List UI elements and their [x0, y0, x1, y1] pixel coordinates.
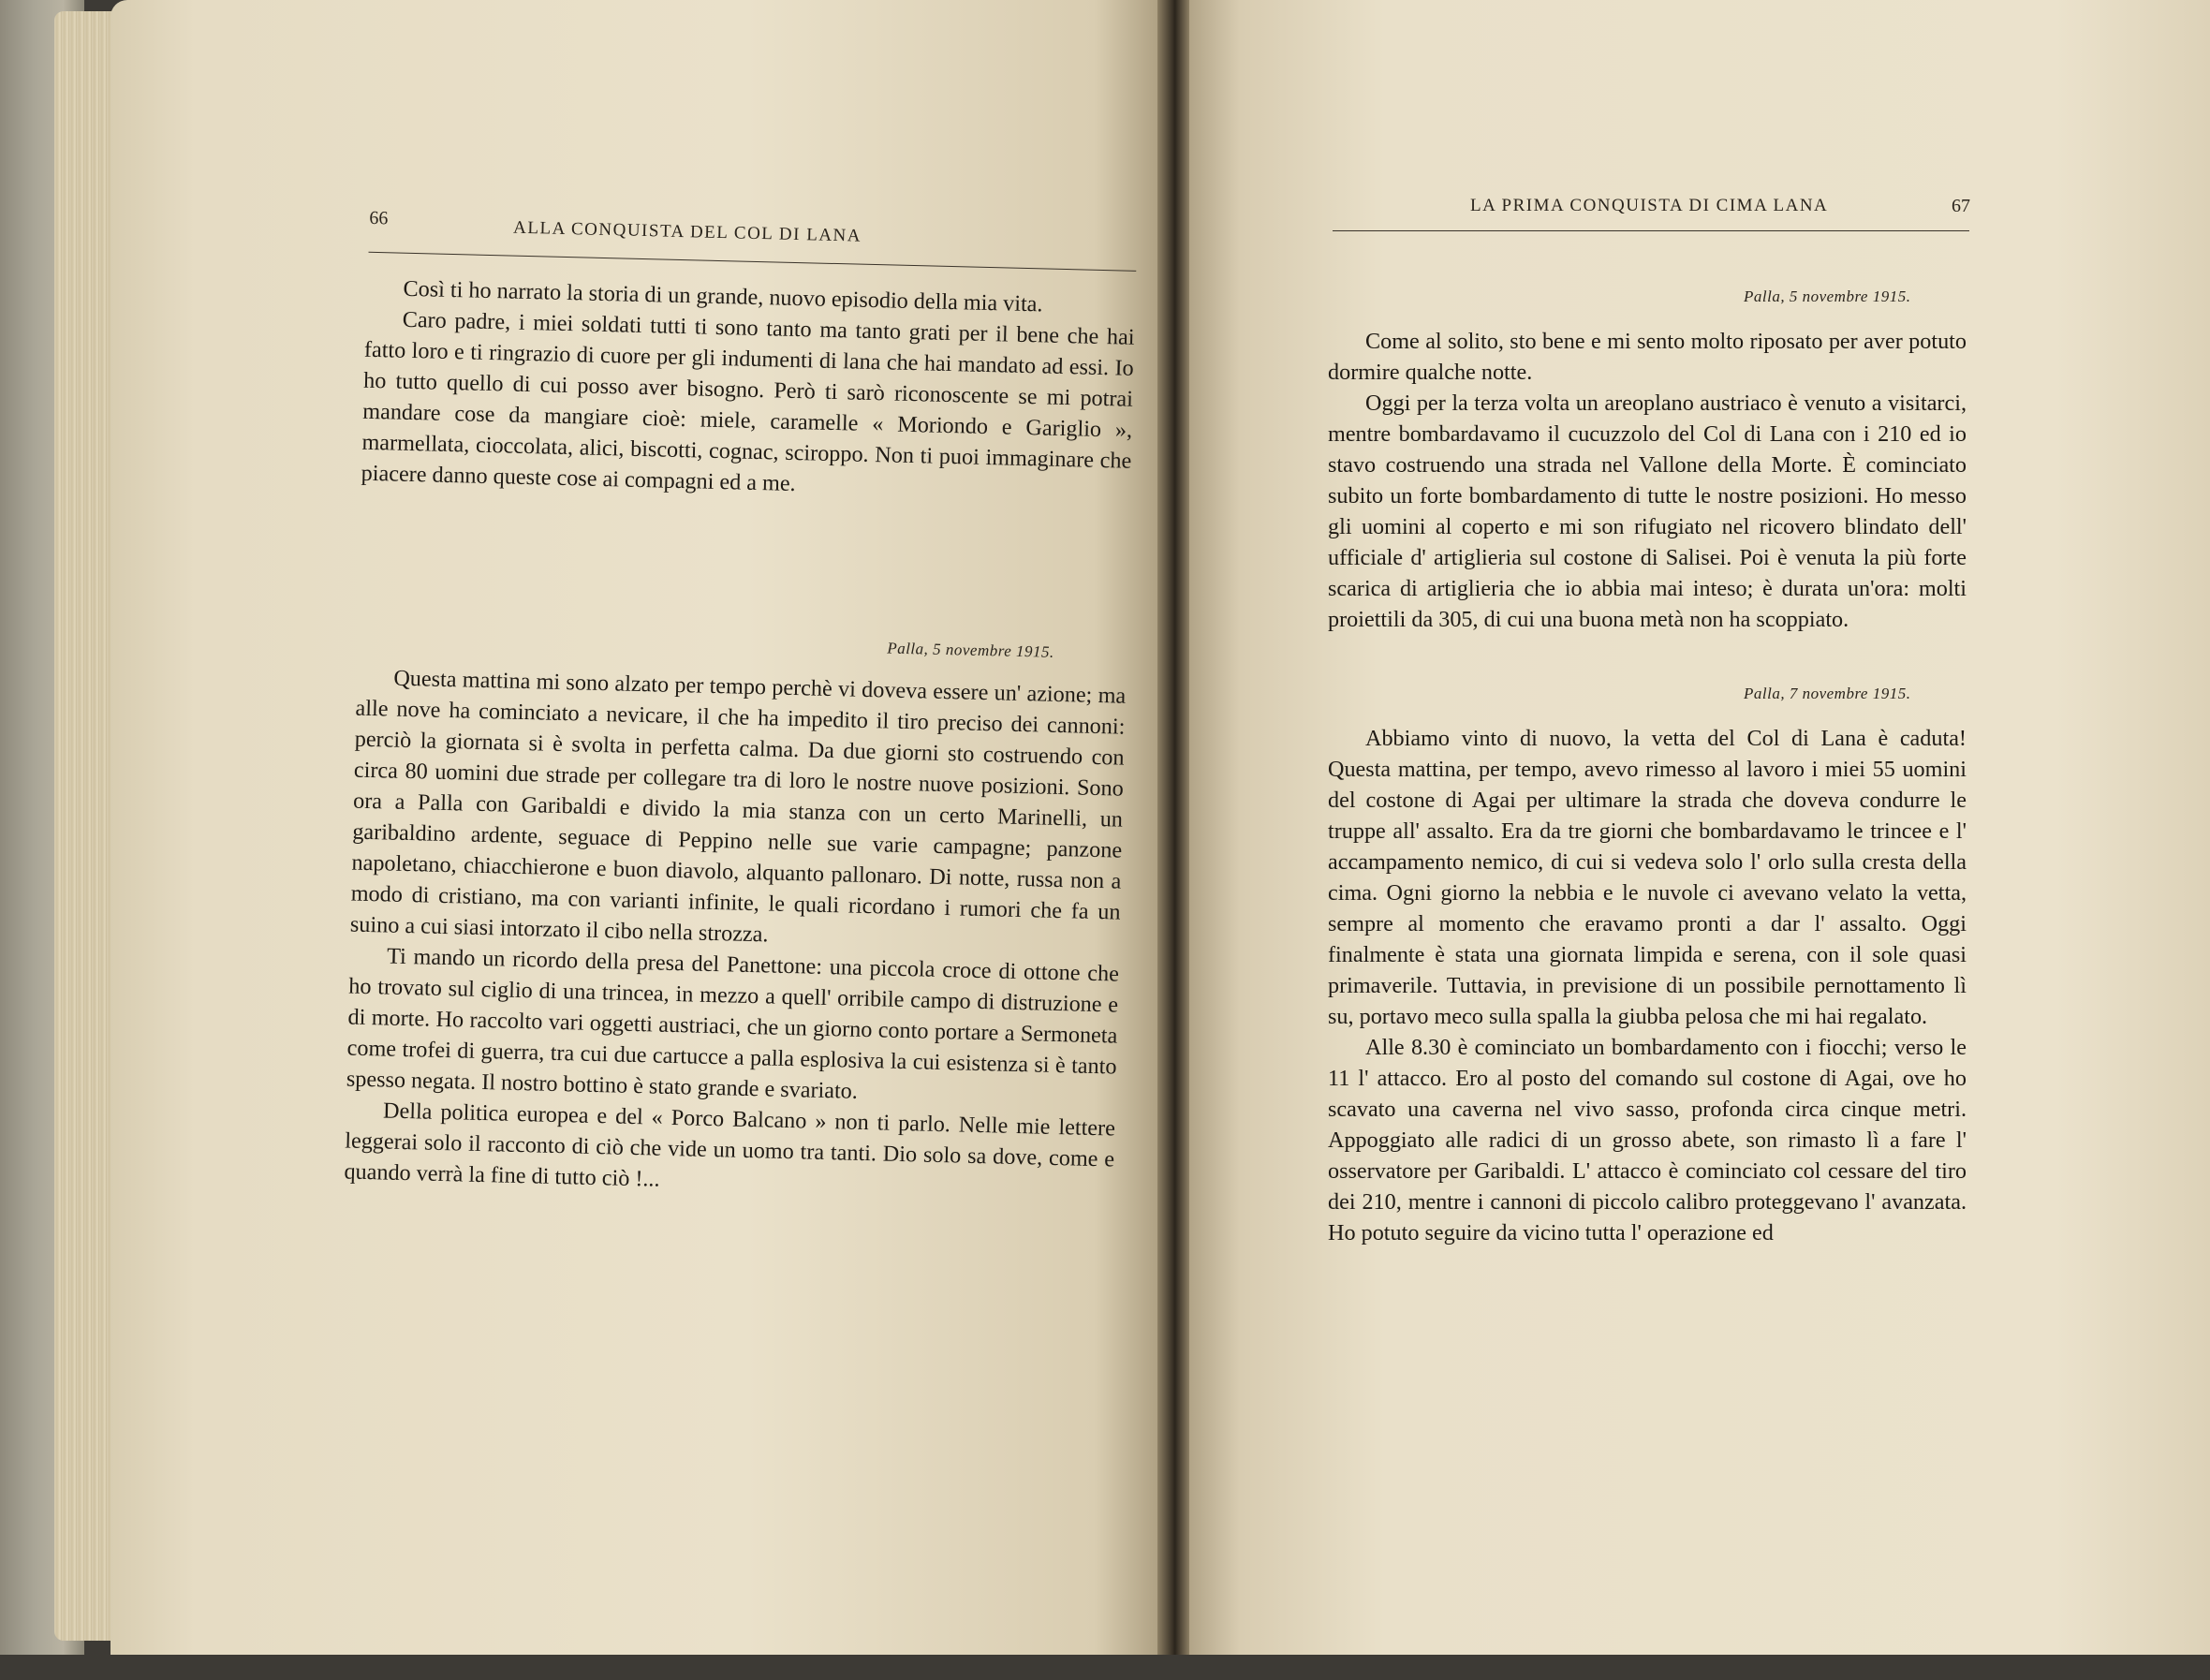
paragraph: Abbiamo vinto di nuovo, la vetta del Col di Lana è caduta! Questa mattina, per tempo, avevo rimesso al lavoro i miei 55 uomini del costone di Agai per ultimare la strada che doveva condurre le truppe all' assalto. Era da tre giorni che bombardavamo le trincee e l' accampamento nemico, di cui si vedeva solo l' orlo sulla cresta della cima. Ogni giorno la nebbia e le nuvole ci avevano velato la vetta, sempre al momento che eravamo pronti a dar l' assalto. Oggi finalmente è stata una giornata limpida e serena, con il sole quasi primaverile. Tuttavia, in previsione di un possibile pernottamento lì su, portavo meco sulla spalla la giubba pelosa che mi hai regalato. [1328, 726, 1967, 1029]
date-line: Palla, 7 novembre 1915. [1744, 685, 1911, 702]
text-block-2 [1328, 723, 1967, 1248]
text-block-1 [361, 273, 1135, 508]
text-block-2 [344, 662, 1126, 1206]
paragraph: Caro padre, i miei soldati tutti ti sono tanto ma tanto grati per il bene che hai fatto loro e ti ringrazio di cuore per gli indumenti di lana che hai mandato ad essi. Io ho tutto quello di cui posso aver bisogno. Però ti sarò riconoscente se mi potrai mandare cose da mangiare cioè: miele, caramelle « Moriondo e Gariglio », marmellata, cioccolata, alici, biscotti, cognac, sciroppo. Non ti puoi immaginare che piacere danno queste cose ai compagni ed a me. [361, 306, 1135, 497]
right-page [1178, 0, 2210, 1655]
paragraph: Oggi per la terza volta un areoplano austriaco è venuto a visitarci, mentre bombardavamo il cucuzzolo del Col di Lana con i 210 ed io stavo costruendo una strada nel Vallone della Morte. È cominciato subito un forte bombardamento di tutte le nostre posizioni. Ho messo gli uomini al coperto e mi son rifugiato nel ricovero blindato dell' ufficiale d' artiglieria sul costone di Salisei. Poi è venuta la più forte scarica di artiglieria che io abbia mai inteso; è durata un'ora: molti proiettili da 305, di cui una buona metà non ha scoppiato. [1328, 391, 1967, 632]
date-line: Palla, 5 novembre 1915. [887, 639, 1055, 661]
paragraph: Così ti ho narrato la storia di un grande, nuovo episodio della mia vita. [403, 275, 1043, 317]
running-head: LA PRIMA CONQUISTA DI CIMA LANA [1470, 196, 1829, 215]
date-line: Palla, 5 novembre 1915. [1744, 287, 1911, 305]
page-number: 66 [369, 207, 389, 229]
running-head: ALLA CONQUISTA DEL COL DI LANA [512, 217, 862, 246]
left-page [110, 0, 1169, 1655]
page-number: 67 [1952, 196, 1970, 216]
header-rule [368, 252, 1136, 272]
header-rule [1333, 230, 1969, 231]
paragraph: Della politica europea e del « Porco Balcano » non ti parlo. Nelle mie lettere leggerai solo il racconto di ciò che vide un uomo tra tanti. Dio solo sa dove, come e quando verrà la fine di tutto ciò !... [344, 1098, 1116, 1192]
paragraph: Questa mattina mi sono alzato per tempo perchè vi doveva essere un' azione; ma alle nove ha cominciato a nevicare, il che ha impedito il tiro preciso dei cannoni: perciò la giornata si è svolta in perfetta calma. Da due giorni sto costruendo con circa 80 uomini due strade per collegare tra di loro le nostre nuove posizioni. Sono ora a Palla con Garibaldi e divido la mia stanza con un certo Marinelli, un garibaldino ardente, seguace di Peppino nelle sue varie campagne; panzone napoletano, chiacchierone e buon diavolo, alquanto pallonaro. Di notte, russa non a modo di cristiano, ma con varianti infinite, le quali ricordano i rumori che fa un suino a cui siasi intorzato il cibo nella strozza. [349, 665, 1127, 948]
paragraph: Come al solito, sto bene e mi sento molto riposato per aver potuto dormire qualche notte. [1328, 329, 1967, 385]
text-block-1 [1328, 326, 1967, 635]
paragraph: Ti mando un ricordo della presa del Panettone: una piccola croce di ottone che ho trovato sul ciglio di una trincea, in mezzo a quell' orribile campo di distruzione e di morte. Ho raccolto vari oggetti austriaci, che un giorno conto portare a Sermoneta come trofei di guerra, tra cui due cartucce a palla esplosiva la cui esistenza si è tanto spesso negata. Il nostro bottino è stato grande e svariato. [346, 943, 1120, 1104]
paragraph: Alle 8.30 è cominciato un bombardamento con i fiocchi; verso le 11 l' attacco. Ero al posto del comando sul costone di Agai, ove ho scavato una caverna nel vivo sasso, profonda circa cinque metri. Appoggiato alle radici di un grosso abete, son rimasto lì a fare l' osservatore per Garibaldi. L' attacco è cominciato col cessare del tiro dei 210, mentre i cannoni di piccolo calibro proteggevano l' avanzata. Ho potuto seguire da vicino tutta l' operazione ed [1328, 1035, 1967, 1245]
book-gutter [1157, 0, 1189, 1655]
